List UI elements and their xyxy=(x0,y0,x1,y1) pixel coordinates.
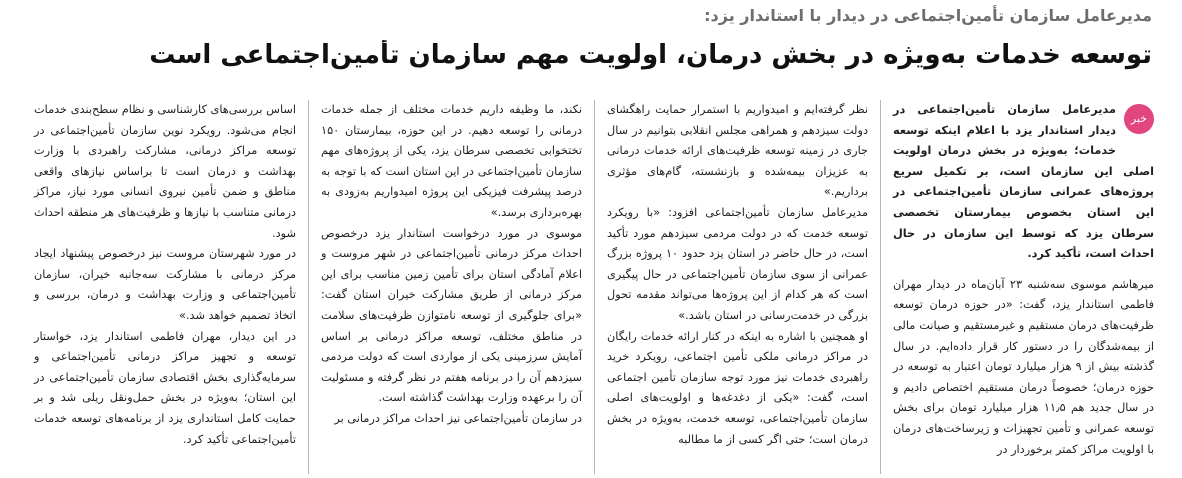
article-paragraph: نکند، ما وظیفه داریم خدمات مختلف از جمله خدمات درمانی را توسعه دهیم. در این حوزه، بیمارستان ۱۵۰ تختخوابی تخصصی سرطان یزد، یکی از پروژه‌های مهم سازمان تأمین‌اجتماعی در این استان است که با توجه به درصد پیشرفت فیزیکی این پروژه امیدواریم به‌زودی به بهره‌برداری برسد.» xyxy=(321,103,582,219)
news-badge: خبر xyxy=(1124,104,1154,134)
article-column-1 xyxy=(880,100,1166,474)
article-paragraph: میرهاشم موسوی سه‌شنبه ۲۳ آبان‌ماه در دیدار مهران فاطمی استاندار یزد، گفت: «در حوزه درمان توسعه ظرفیت‌های درمان مستقیم و غیرمستقیم و صیانت مالی از بیمه‌شدگان را در دستور کار قرار داده‌ایم. در سال گذشته بیش از ۹ هزار میلیارد تومان اعتبار به توسعه در حوزه درمان؛ خصوصاً درمان مستقیم اختصاص دادیم و در سال جدید هم ۱۱٫۵ هزار میلیارد تومان برای بخش توسعه عمرانی و تأمین تجهیزات و زیرساخت‌های درمان با اولویت مراکز کمتر برخوردار در xyxy=(893,277,1155,456)
article-column-2 xyxy=(594,100,880,474)
article-paragraph: در مورد شهرستان مروست نیز درخصوص پیشنهاد ایجاد مرکز درمانی با مشارکت سه‌جانبه خیران، سازمان تأمین‌اجتماعی و وزارت بهداشت و درمان، بررسی و اتخاذ تصمیم خواهد شد.» xyxy=(34,247,296,322)
article-paragraph: موسوی در مورد درخواست استاندار یزد درخصوص احداث مرکز درمانی تأمین‌اجتماعی در شهر مروست و اعلام آمادگی استان برای تأمین زمین مناسب برای این مرکز درمانی از طریق مشارکت خیران استان گفت: «برای جلوگیری از توسعه نامتوازن ظرفیت‌های سلامت در مناطق مختلف، توسعه مراکز درمانی بر اساس آمایش سرزمینی یکی از مواردی است که دولت مردمی سیزدهم آن را در برنامه هفتم در نظر گرفته و مسئولیت آن را برعهده وزارت بهداشت گذاشته است. xyxy=(321,226,582,405)
article-paragraph: نظر گرفته‌ایم و امیدواریم با استمرار حمایت راهگشای دولت سیزدهم و همراهی مجلس انقلابی بتوانیم در سال جاری در زمینه توسعه ظرفیت‌های ارائه خدمات درمانی به عزیزان بیمه‌شده و بازنشسته، گام‌های مؤثری برداریم.» xyxy=(607,103,868,199)
article-column-3 xyxy=(308,100,594,474)
article-headline: توسعه خدمات به‌ویژه در بخش درمان، اولویت مهم سازمان تأمین‌اجتماعی است xyxy=(149,40,1152,70)
article-kicker: مدیرعامل سازمان تأمین‌اجتماعی در دیدار با استاندار یزد: xyxy=(704,6,1152,25)
article-paragraph: او همچنین با اشاره به اینکه در کنار ارائه خدمات رایگان در مراکز درمانی ملکی تأمین اجتماعی، رویکرد خرید راهبردی خدمات نیز مورد توجه سازمان تأمین اجتماعی است، گفت: «یکی از دغدغه‌ها و اولویت‌های اصلی سازمان تأمین‌اجتماعی، توسعه خدمت، به‌ویژه در بخش درمان است؛ حتی اگر کسی از ما مطالبه xyxy=(607,329,868,446)
article-lead: مدیرعامل سازمان تأمین‌اجتماعی در دیدار استاندار یزد با اعلام اینکه توسعه خدمات؛ به‌ویژه در بخش درمان اولویت اصلی این سازمان است، بر تکمیل سریع پروژه‌های عمرانی سازمان تأمین‌اجتماعی در این استان بخصوص بیمارستان تخصصی سرطان یزد که توسط این سازمان در حال احداث است، تأکید کرد. xyxy=(893,103,1154,261)
article-paragraph: در سازمان تأمین‌اجتماعی نیز احداث مراکز درمانی بر xyxy=(334,411,582,425)
article-paragraph: مدیرعامل سازمان تأمین‌اجتماعی افزود: «با رویکرد توسعه خدمت که در دولت مردمی سیزدهم مورد تأکید است، در حال حاضر در استان یزد حدود ۱۰ پروژه بزرگ عمرانی از سوی سازمان تأمین‌اجتماعی در حال پیگیری است که هر کدام از این پروژه‌ها می‌تواند مقدمه تحول بزرگی در خدمت‌رسانی در استان باشد.» xyxy=(607,205,868,322)
article-paragraph: در این دیدار، مهران فاطمی استاندار یزد، خواستار توسعه و تجهیز مراکز درمانی تأمین‌اجتماعی و سرمایه‌گذاری بخش اقتصادی سازمان تأمین‌اجتماعی در این استان؛ به‌ویژه در بخش حمل‌ونقل ریلی شد و بر حمایت کامل استانداری یزد از برنامه‌های توسعه خدمات تأمین‌اجتماعی تأکید کرد. xyxy=(34,329,296,446)
article-paragraph: اساس بررسی‌های کارشناسی و نظام سطح‌بندی خدمات انجام می‌شود. رویکرد نوین سازمان تأمین‌اجتماعی در توسعه مراکز درمانی، مشارکت راهبردی با وزارت بهداشت و درمان است تا براساس نیازهای واقعی مناطق و ضمن تأمین نیروی انسانی مورد نیاز، مراکز درمانی متناسب با نیازها و ظرفیت‌های هر منطقه احداث شود. xyxy=(34,103,296,240)
article-body xyxy=(22,100,1166,474)
article-column-4 xyxy=(22,100,308,474)
